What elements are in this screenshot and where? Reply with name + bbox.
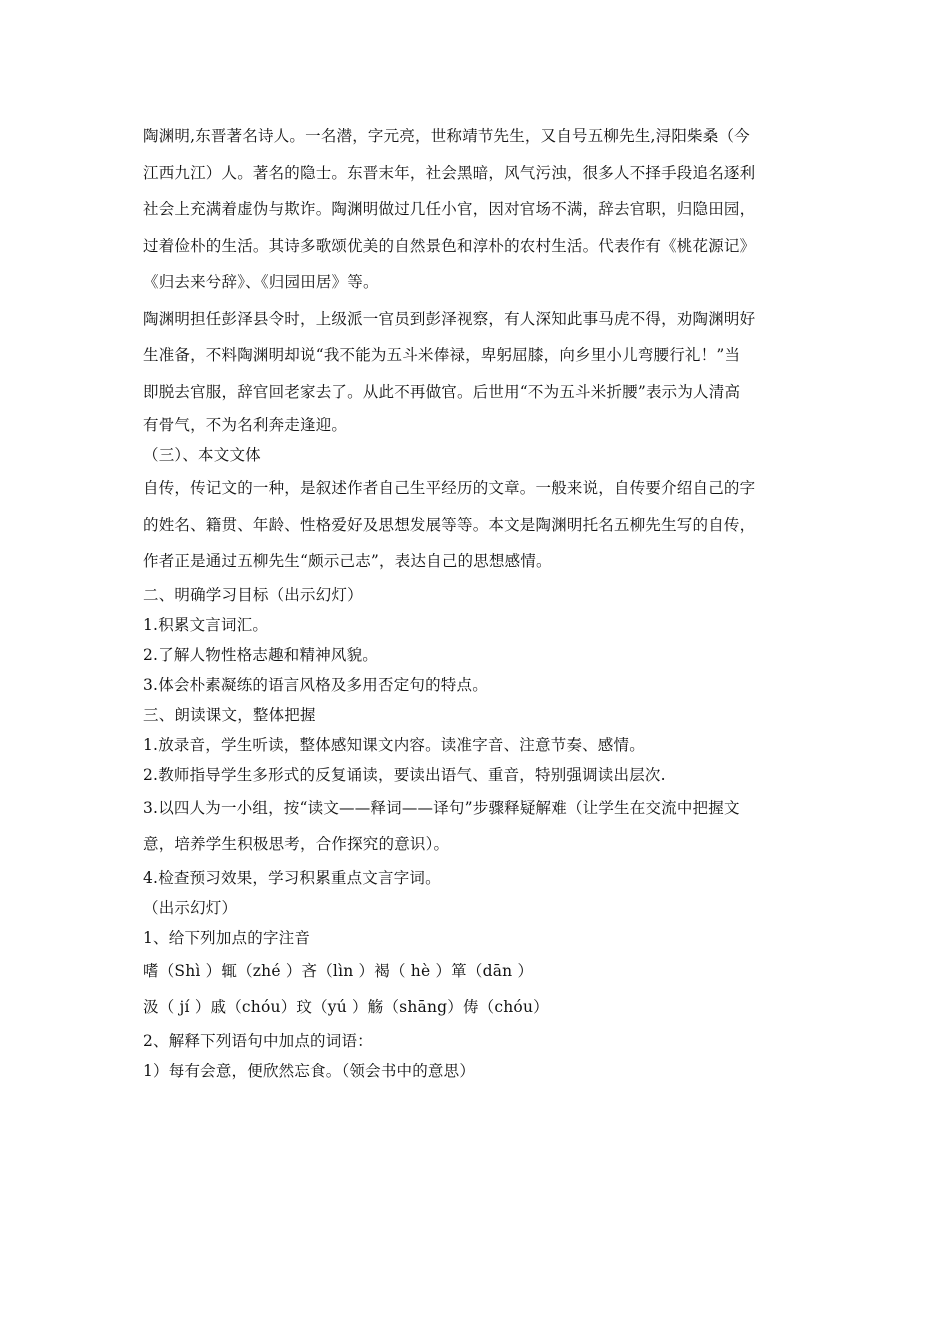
section-heading: （三）、本文文体 (143, 446, 261, 464)
list-item: 3.以四人为一小组，按“读文——释词——译句”步骤释疑解难（让学生在交流中把握文 (143, 798, 740, 817)
list-item: 2.教师指导学生多形式的反复诵读，要读出语气、重音，特别强调读出层次. (143, 765, 666, 784)
document-page (143, 118, 813, 1086)
text-line: 意，培养学生积极思考，合作探究的意识）。 (143, 835, 450, 853)
list-item: 1.积累文言词汇。 (143, 615, 269, 634)
text-line: 陶渊明,东晋著名诗人。一名潜，字元亮，世称靖节先生，又自号五柳先生,浔阳柴桑（今 (143, 127, 750, 145)
text-line: 陶渊明担任彭泽县令时，上级派一官员到彭泽视察，有人深知此事马虎不得，劝陶渊明好 (143, 309, 756, 328)
text-line: 社会上充满着虚伪与欺诈。陶渊明做过几任小官，因对官场不满，辞去官职，归隐田园， (143, 200, 756, 218)
text-line: 过着俭朴的生活。其诗多歌颂优美的自然景色和淳朴的农村生活。代表作有《桃花源记》 (143, 236, 756, 255)
text-line: 即脱去官服，辞官回老家去了。从此不再做官。后世用“不为五斗米折腰”表示为人清高 (143, 382, 741, 401)
list-item: 1.放录音，学生听读，整体感知课文内容。读准字音、注意节奏、感情。 (143, 735, 645, 754)
pinyin-line: 嗜（Shì ）辄（zhé ）吝（lìn ）褐（ hè ）箪（dān ） (143, 961, 534, 980)
text-line: 江西九江）人。著名的隐士。东晋末年，社会黑暗，风气污浊，很多人不择手段追名逐利 (143, 163, 756, 182)
list-item: 3.体会朴素凝练的语言风格及多用否定句的特点。 (143, 675, 488, 694)
text-line: 的姓名、籍贯、年龄、性格爱好及思想发展等等。本文是陶渊明托名五柳先生写的自传， (143, 515, 756, 534)
section-heading: 三、朗读课文，整体把握 (143, 705, 316, 724)
exercise-heading: 2、解释下列语句中加点的词语： (143, 1031, 373, 1050)
text-line: 作者正是通过五柳先生“颇示己志”，表达自己的思想感情。 (143, 552, 552, 570)
text-line: 有骨气，不为名利奔走逢迎。 (143, 416, 348, 434)
text-line: 生准备，不料陶渊明却说“我不能为五斗米俸禄，卑躬屈膝，向乡里小儿弯腰行礼！”当 (143, 346, 741, 364)
text-line: （出示幻灯） (143, 898, 238, 917)
text-line: 自传，传记文的一种，是叙述作者自己生平经历的文章。一般来说，自传要介绍自己的字 (143, 479, 756, 497)
list-item: 4.检查预习效果，学习积累重点文言字词。 (143, 868, 441, 887)
exercise-heading: 1、给下列加点的字注音 (143, 928, 311, 947)
section-heading: 二、明确学习目标（出示幻灯） (143, 585, 363, 604)
text-line: 1）每有会意，便欣然忘食。（领会书中的意思） (143, 1061, 476, 1080)
pinyin-line: 汲（ jí ）戚（chóu）玟（yú ）觞（shāng）俦（chóu） (143, 998, 549, 1016)
text-line: 《归去来兮辞》、《归园田居》等。 (143, 273, 379, 291)
list-item: 2.了解人物性格志趣和精神风貌。 (143, 645, 378, 664)
